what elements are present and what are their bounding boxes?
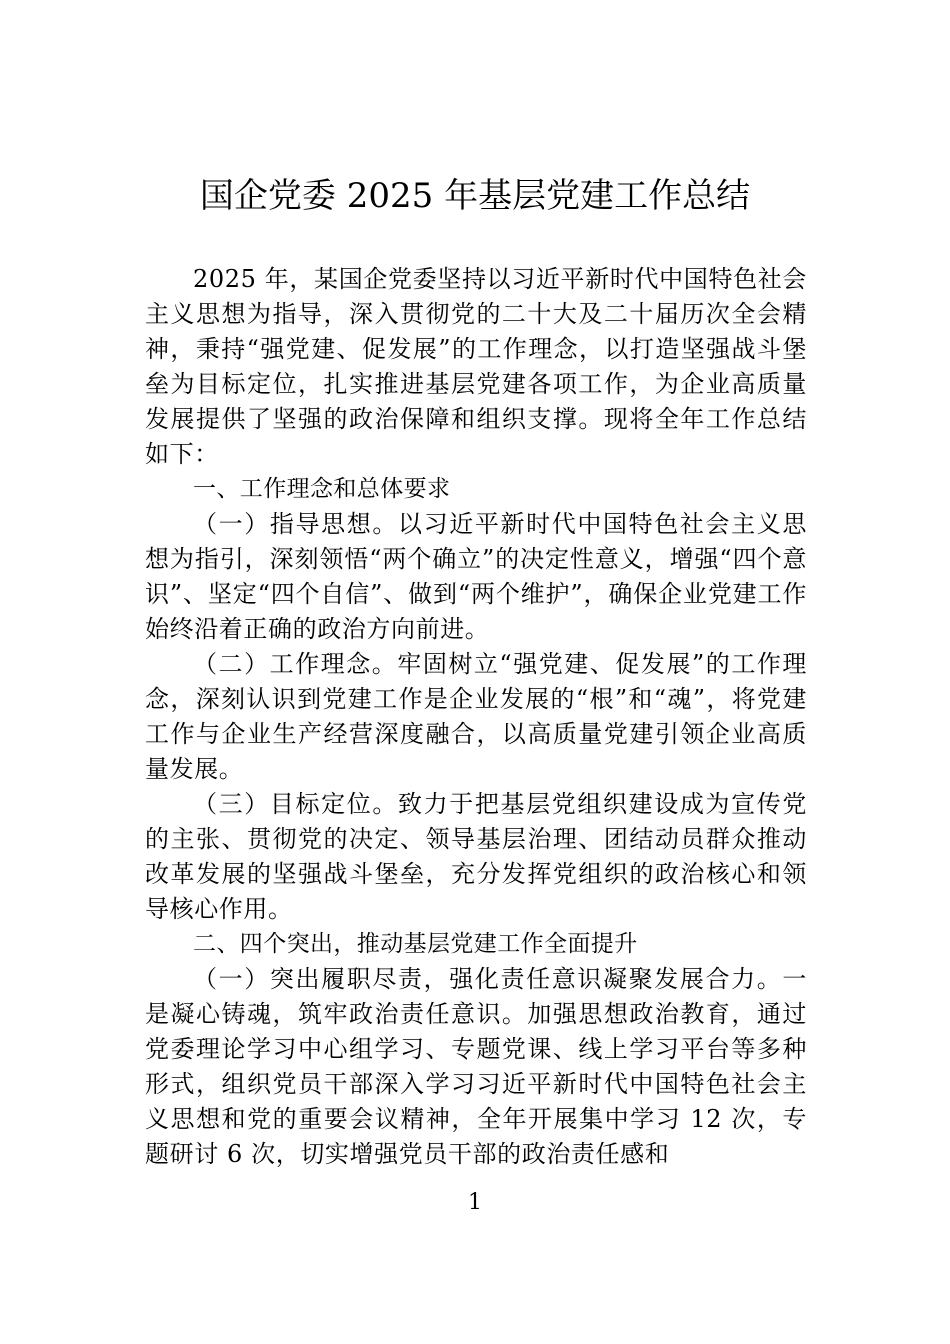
page-number: 1 xyxy=(468,1190,482,1215)
section-1-paragraph-3: （三）目标定位。致力于把基层党组织建设成为宣传党的主张、贯彻党的决定、领导基层治理、团结动员群众推动改革发展的坚强战斗堡垒，充分发挥党组织的政治核心和领导核心作用。 xyxy=(145,790,807,923)
section-1-paragraph-2: （二）工作理念。牢固树立“强党建、促发展”的工作理念，深刻认识到党建工作是企业发展的“根”和“魂”，将党建工作与企业生产经营深度融合，以高质量党建引领企业高质量发展。 xyxy=(145,650,807,783)
document-title: 国企党委 2025 年基层党建工作总结 xyxy=(199,176,751,216)
section-1-paragraph-1: （一）指导思想。以习近平新时代中国特色社会主义思想为指引，深刻领悟“两个确立”的决定性意义，增强“四个意识”、坚定“四个自信”、做到“两个维护”，确保企业党建工作始终沿着正确的政治方向前进。 xyxy=(145,510,807,643)
document-body xyxy=(145,262,807,1172)
section-2-heading: 二、四个突出，推动基层党建工作全面提升 xyxy=(193,931,638,957)
intro-paragraph: 2025 年，某国企党委坚持以习近平新时代中国特色社会主义思想为指导，深入贯彻党的二十大及二十届历次全会精神，秉持“强党建、促发展”的工作理念，以打造坚强战斗堡垒为目标定位，扎实推进基层党建各项工作，为企业高质量发展提供了坚强的政治保障和组织支撑。现将全年工作总结如下： xyxy=(145,265,807,468)
section-1-heading: 一、工作理念和总体要求 xyxy=(193,476,451,502)
section-2-paragraph-1: （一）突出履职尽责，强化责任意识凝聚发展合力。一是凝心铸魂，筑牢政治责任意识。加强思想政治教育，通过党委理论学习中心组学习、专题党课、线上学习平台等多种形式，组织党员干部深入学习习近平新时代中国特色社会主义思想和党的重要会议精神，全年开展集中学习 12 次，专题研讨 6 次，切实增强党员干部的政治责任感和 xyxy=(145,965,807,1168)
